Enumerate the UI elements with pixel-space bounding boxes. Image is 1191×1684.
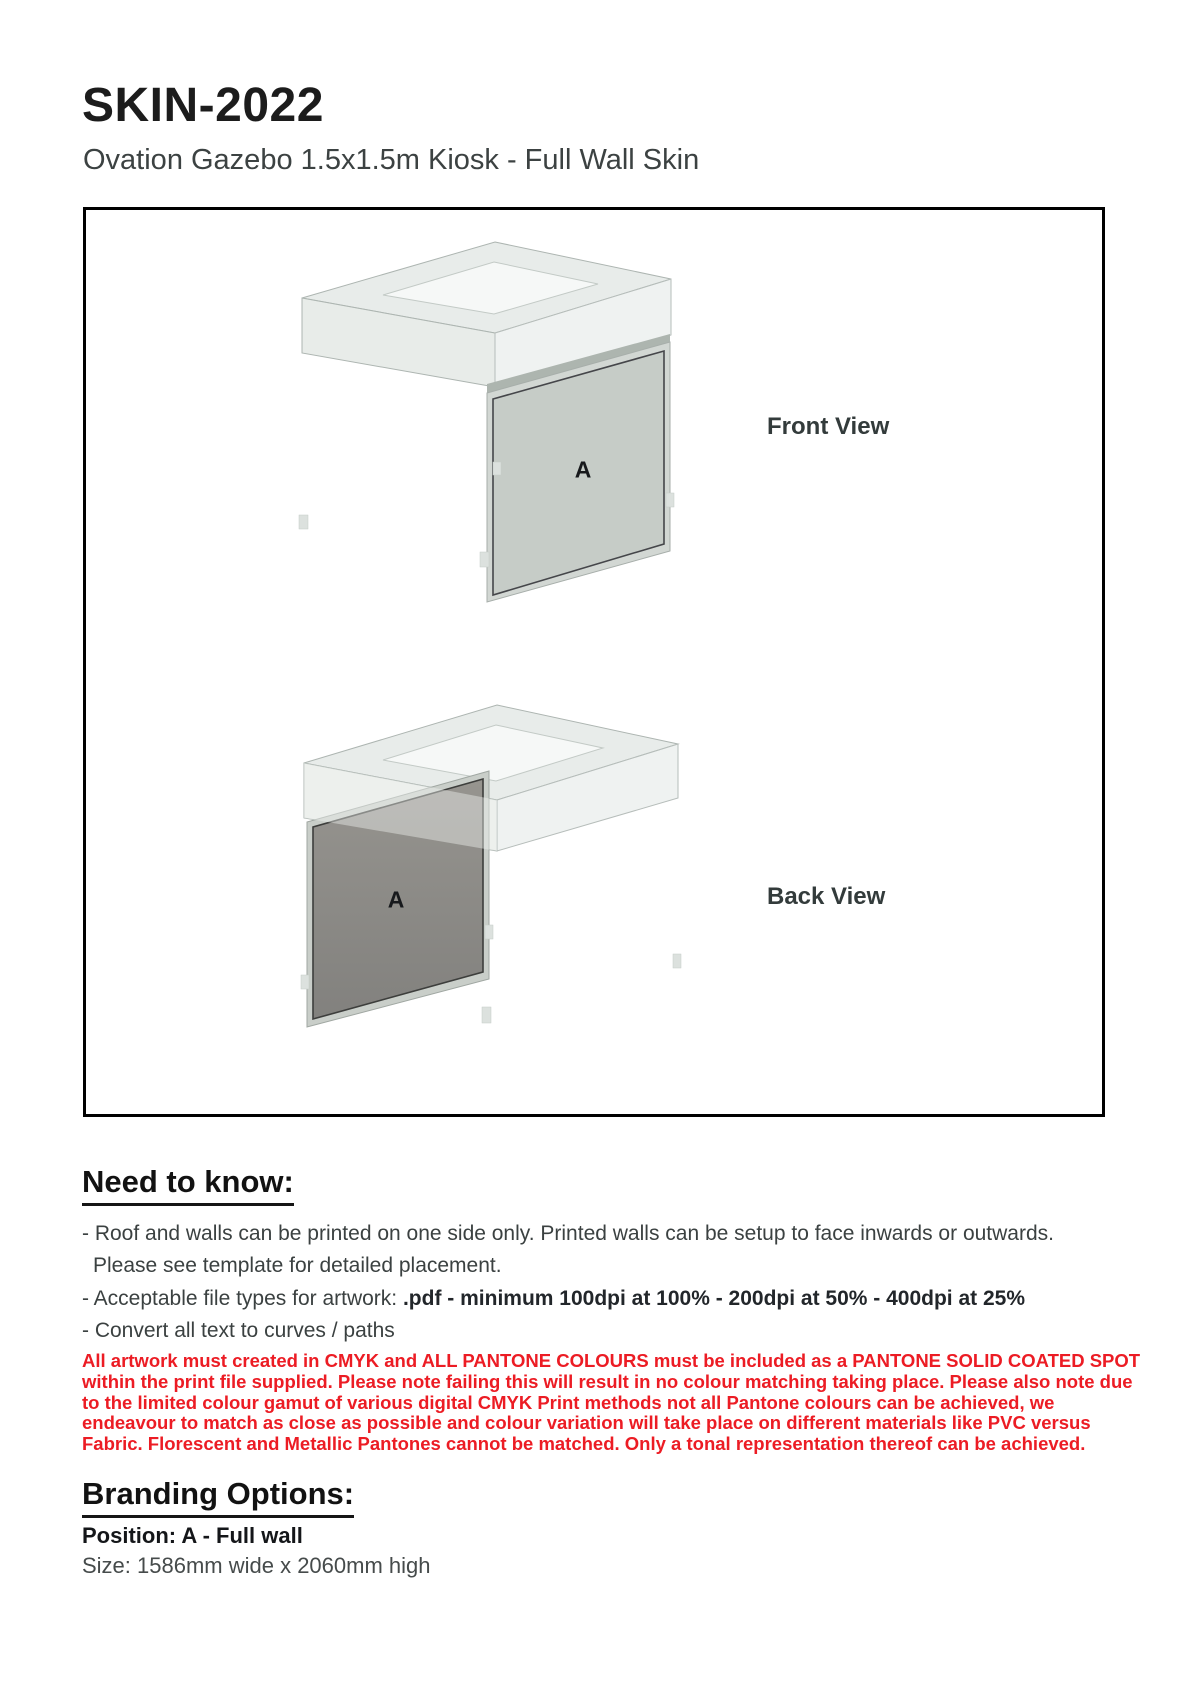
bullet-curves-paths: - Convert all text to curves / paths: [82, 1319, 395, 1342]
bullet-roof-walls: - Roof and walls can be printed on one side only. Printed walls can be setup to face inwards or outwards.: [82, 1222, 1054, 1245]
front-view-drawing: [299, 242, 674, 637]
page-subtitle: Ovation Gazebo 1.5x1.5m Kiosk - Full Wall Skin: [83, 144, 700, 176]
front-tab-panel-right: [666, 493, 674, 507]
pantone-warning-line: endeavour to match as close as possible and colour variation will take place on different materials like PVC versus: [82, 1412, 1091, 1434]
pantone-warning: [82, 1350, 1141, 1455]
front-panel-letter: A: [574, 456, 592, 483]
pantone-warning-line: to the limited colour gamut of various digital CMYK Print methods not all Pantone colours can be achieved, we: [82, 1391, 1055, 1413]
front-tab-left-leg: [299, 515, 308, 529]
back-view-drawing: [301, 705, 681, 1117]
front-tab-panel-left-bottom: [480, 552, 489, 567]
front-view-label: Front View: [767, 413, 890, 440]
pantone-warning-line: All artwork must created in CMYK and ALL PANTONE COLOURS must be included as a PANTONE SOLID COATED SPOT: [82, 1350, 1141, 1371]
pantone-warning-line: Fabric. Florescent and Metallic Pantones cannot be matched. Only a tonal representation thereof can be achieved.: [82, 1433, 1086, 1455]
back-tab-right-leg: [673, 954, 681, 968]
gazebo-illustration: [83, 207, 1105, 1117]
bullet-roof-walls-cont: Please see template for detailed placement.: [93, 1254, 502, 1277]
bullet-file-types-prefix: - Acceptable file types for artwork:: [82, 1287, 403, 1310]
back-view-label: Back View: [767, 883, 886, 910]
branding-options-heading: Branding Options:: [82, 1476, 354, 1518]
bullet-file-types: [82, 1287, 1025, 1311]
bullet-file-types-specs: .pdf - minimum 100dpi at 100% - 200dpi at 50% - 400dpi at 25%: [402, 1287, 1025, 1310]
back-tab-center-leg-top: [485, 925, 493, 939]
back-panel-letter: A: [387, 886, 405, 913]
need-to-know-heading: Need to know:: [82, 1164, 294, 1206]
branding-size: Size: 1586mm wide x 2060mm high: [82, 1553, 431, 1578]
pantone-warning-line: within the print file supplied. Please note failing this will result in no colour matching taking place. Please also note due: [82, 1370, 1133, 1392]
back-tab-panel-left: [301, 975, 309, 989]
back-tab-center-leg-bottom: [482, 1007, 491, 1023]
page-title: SKIN-2022: [82, 79, 324, 132]
front-tab-panel-left-top: [493, 462, 501, 475]
diagram-box: [83, 207, 1105, 1117]
branding-position: Position: A - Full wall: [82, 1523, 303, 1548]
